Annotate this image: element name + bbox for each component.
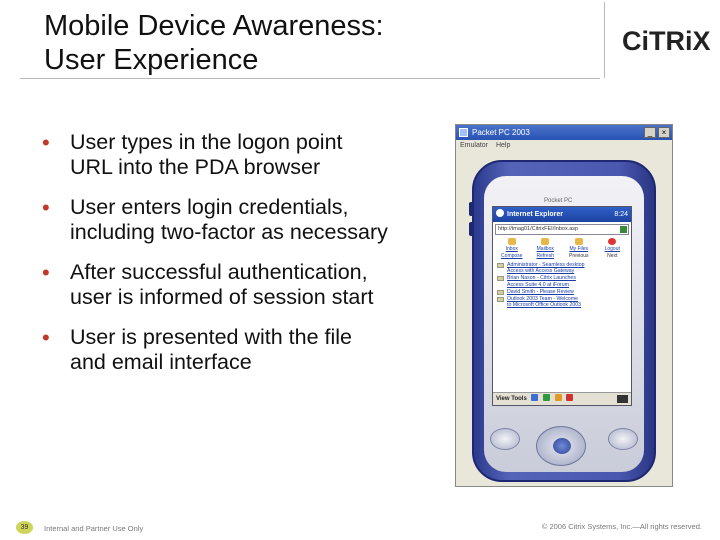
bullet-item (30, 325, 390, 375)
toolbar-inbox[interactable] (500, 238, 524, 252)
page-number: 39 (16, 521, 33, 534)
footer-confidentiality: Internal and Partner Use Only (44, 524, 144, 533)
message-line: Access with Access Gateway (507, 268, 575, 275)
bullet-text: After successful authentication, user is informed of session start (70, 260, 374, 309)
refresh-icon[interactable] (543, 394, 550, 401)
bullet-text: User enters login credentials, including two-factor as necessary (70, 195, 388, 244)
window-controls (644, 127, 670, 138)
emulator-menu-bar (456, 140, 672, 152)
nav-previous[interactable]: Previous (569, 253, 589, 259)
ie-title-bar (493, 207, 631, 222)
logout-icon (608, 238, 616, 245)
nav-compose[interactable]: Compose (501, 253, 523, 259)
device-face (484, 176, 644, 472)
go-icon[interactable] (620, 226, 627, 233)
side-button[interactable] (469, 222, 474, 236)
favorites-icon[interactable] (566, 394, 573, 401)
navigation-pad[interactable] (536, 426, 586, 466)
menu-item-help[interactable]: Help (495, 142, 511, 149)
nav-refresh[interactable]: Refresh (536, 253, 554, 259)
keyboard-icon[interactable] (617, 395, 628, 403)
toolbar-label: My Files (569, 246, 589, 252)
emulator-title-bar (456, 125, 672, 140)
address-url: http://tmag01/CitrixFEI/Inbox.asp (498, 226, 579, 232)
message-line: Brian Nason - Citrix Launches (507, 275, 576, 282)
envelope-icon (497, 263, 504, 268)
bullet-marker-icon: • (42, 325, 50, 350)
bullet-text: User is presented with the file and email interface (70, 325, 353, 374)
side-button[interactable] (469, 202, 474, 216)
browser-command-bar (493, 392, 631, 405)
bullet-marker-icon: • (42, 260, 50, 285)
emulator-title: Packet PC 2003 (472, 128, 530, 137)
hardware-button-left[interactable] (490, 428, 520, 450)
pda-screen (492, 206, 632, 406)
nav-next[interactable]: Next (607, 253, 618, 259)
folder-icon (575, 238, 583, 245)
bullet-item (30, 195, 390, 245)
address-bar[interactable] (495, 224, 629, 235)
bullet-marker-icon: • (42, 130, 50, 155)
message-list (493, 260, 631, 308)
message-line: David Smith - Please Review (507, 288, 574, 295)
pda-device (472, 160, 656, 482)
window-icon (459, 128, 468, 137)
bullet-text: User types in the logon point URL into the PDA browser (70, 130, 343, 179)
message-line: Outlook 2003 Team - Welcome (507, 296, 579, 303)
hardware-button-right[interactable] (608, 428, 638, 450)
bullet-item (30, 130, 390, 180)
toolbar-label: Logout (604, 246, 620, 252)
footer-copyright: © 2006 Citrix Systems, Inc.—All rights reserved. (541, 522, 702, 531)
ie-title: Internet Explorer (507, 211, 564, 218)
message-line: Administrator - Seamless desktop (507, 262, 585, 268)
envelope-icon (497, 290, 504, 295)
message-line: to Microsoft Office Outlook 2003 (507, 302, 582, 309)
bullet-marker-icon: • (42, 195, 50, 220)
menu-item-emulator[interactable]: Emulator (460, 142, 489, 149)
envelope-icon (497, 276, 504, 281)
list-item[interactable] (497, 296, 628, 308)
list-item[interactable] (497, 275, 628, 287)
list-item[interactable] (497, 262, 628, 274)
inbox-icon (508, 238, 516, 245)
mail-toolbar (493, 237, 631, 253)
close-icon[interactable]: × (658, 127, 670, 138)
slide-title-line-1: Mobile Device Awareness: (44, 10, 384, 42)
citrix-logo: CiTRiX (622, 26, 711, 56)
pocket-pc-logo: Pocket PC (544, 198, 573, 204)
message-line: Access Suite 4.0 at iForum (507, 281, 569, 288)
header-divider (20, 78, 600, 79)
windows-start-icon[interactable] (496, 209, 504, 217)
header-vertical-divider (604, 2, 605, 78)
bullet-item (30, 260, 390, 310)
toolbar-label: Mailbox (536, 246, 554, 252)
minimize-icon[interactable]: _ (644, 127, 656, 138)
slide-title (44, 9, 384, 77)
clock: 8:24 (614, 211, 628, 218)
list-item[interactable] (497, 289, 628, 295)
home-icon[interactable] (555, 394, 562, 401)
bullet-list (30, 130, 390, 390)
toolbar-label: Inbox (505, 246, 518, 252)
mail-nav (493, 253, 631, 260)
toolbar-mailbox[interactable] (533, 238, 557, 252)
toolbar-my-files[interactable] (567, 238, 591, 252)
dpad-center-button[interactable] (553, 438, 571, 454)
command-bar-menu[interactable]: View Tools (496, 396, 527, 402)
envelope-icon (497, 297, 504, 302)
toolbar-logout[interactable] (600, 238, 624, 252)
back-icon[interactable] (531, 394, 538, 401)
mailbox-icon (541, 238, 549, 245)
slide-title-line-2: User Experience (44, 44, 259, 76)
